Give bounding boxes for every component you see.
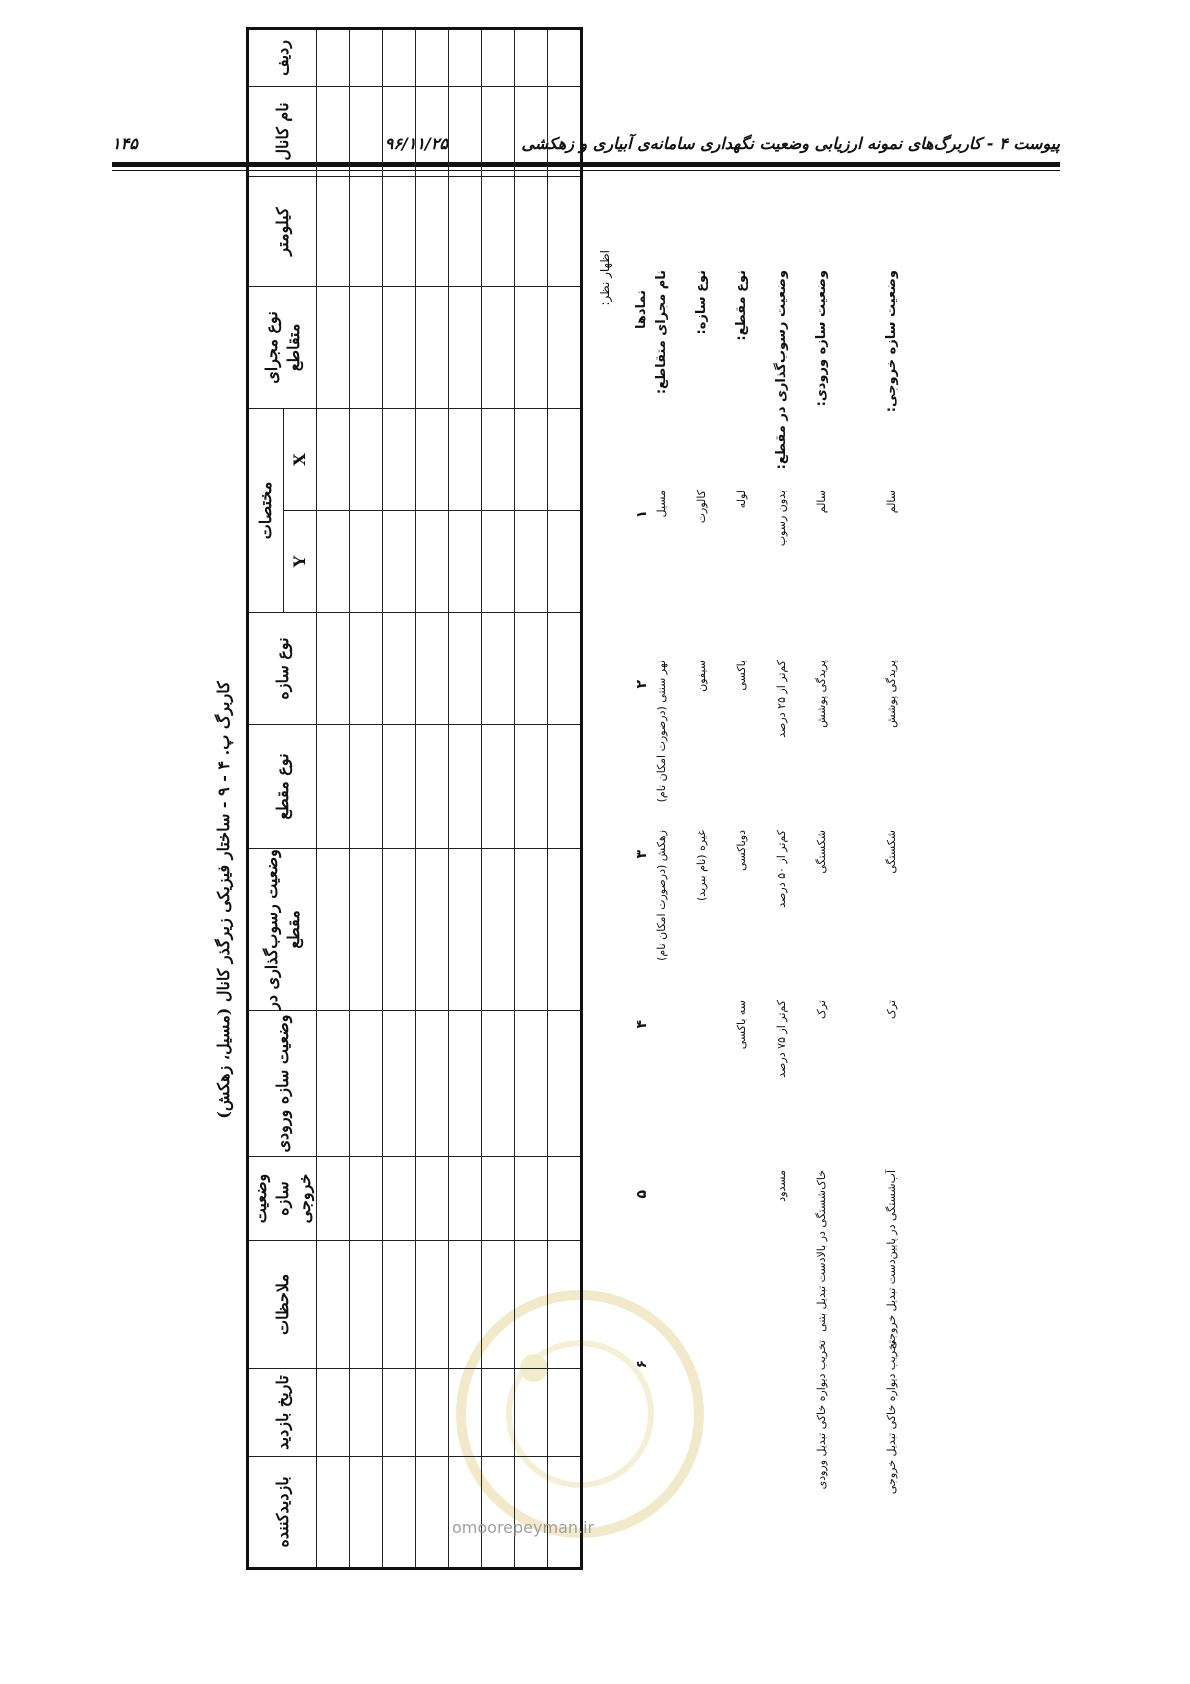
table-cell[interactable] bbox=[317, 176, 350, 286]
table-cell[interactable] bbox=[350, 1457, 383, 1569]
table-cell[interactable] bbox=[350, 1241, 383, 1369]
table-cell[interactable] bbox=[515, 725, 548, 849]
table-cell[interactable] bbox=[482, 613, 515, 725]
symbol-option: بدون رسوب bbox=[775, 490, 788, 547]
symbol-option: باکسی bbox=[735, 660, 748, 691]
table-row bbox=[317, 28, 350, 1568]
symbol-option: ترک bbox=[885, 1000, 898, 1019]
symbol-number: ۵ bbox=[634, 1190, 650, 1199]
table-cell[interactable] bbox=[515, 510, 548, 612]
table-cell[interactable] bbox=[515, 176, 548, 286]
header-date: ۹۶/۱۱/۲۵ bbox=[384, 134, 448, 153]
table-cell[interactable] bbox=[416, 28, 449, 86]
symbol-option: شکستگی bbox=[815, 830, 828, 874]
symbol-option: لوله bbox=[735, 490, 748, 509]
table-cell[interactable] bbox=[350, 510, 383, 612]
header-outlet-condition: وضعیت سازه خروجی bbox=[248, 1157, 317, 1241]
table-cell[interactable] bbox=[416, 1457, 449, 1569]
table-cell[interactable] bbox=[383, 1241, 416, 1369]
table-cell[interactable] bbox=[350, 28, 383, 86]
table-cell[interactable] bbox=[515, 1011, 548, 1157]
table-cell[interactable] bbox=[548, 849, 582, 1011]
table-cell[interactable] bbox=[383, 725, 416, 849]
table-cell[interactable] bbox=[317, 28, 350, 86]
table-cell[interactable] bbox=[383, 613, 416, 725]
table-cell[interactable] bbox=[317, 613, 350, 725]
table-cell[interactable] bbox=[482, 849, 515, 1011]
header-sedimentation: وضعیت رسوب‌گذاری در مقطع bbox=[248, 849, 317, 1011]
table-cell[interactable] bbox=[449, 849, 482, 1011]
table-cell[interactable] bbox=[449, 1011, 482, 1157]
symbol-option: سالم bbox=[815, 490, 828, 514]
table-cell[interactable] bbox=[482, 1157, 515, 1241]
header-crossing-type: نوع مجرای متقاطع bbox=[248, 286, 317, 408]
symbol-category: نوع مقطع: bbox=[734, 270, 749, 341]
table-cell[interactable] bbox=[482, 1241, 515, 1369]
header-section-type: نوع مقطع bbox=[248, 725, 317, 849]
table-cell[interactable] bbox=[416, 1369, 449, 1457]
table-cell[interactable] bbox=[317, 1457, 350, 1569]
symbol-option: مسیل bbox=[655, 490, 668, 518]
table-body bbox=[317, 28, 582, 1568]
table-cell[interactable] bbox=[350, 1011, 383, 1157]
watermark-text: omoorepeyman.ir bbox=[452, 1518, 595, 1537]
table-cell[interactable] bbox=[449, 286, 482, 408]
table-cell[interactable] bbox=[350, 1157, 383, 1241]
table-row bbox=[548, 28, 582, 1568]
table-cell[interactable] bbox=[317, 408, 350, 510]
table-cell[interactable] bbox=[515, 1241, 548, 1369]
symbol-category: نام مجرای متقاطع: bbox=[654, 270, 669, 395]
table-cell[interactable] bbox=[482, 725, 515, 849]
table-cell[interactable] bbox=[416, 510, 449, 612]
symbol-option: پریدگی پوشش bbox=[885, 660, 898, 728]
table-cell[interactable] bbox=[548, 510, 582, 612]
table-cell[interactable] bbox=[383, 849, 416, 1011]
table-cell[interactable] bbox=[548, 1157, 582, 1241]
table-cell[interactable] bbox=[548, 613, 582, 725]
header-inlet-condition: وضعیت سازه ورودی bbox=[248, 1011, 317, 1157]
symbol-option: کم‌تر از ۷۵ درصد bbox=[775, 1000, 788, 1078]
table-cell[interactable] bbox=[350, 1369, 383, 1457]
table-cell[interactable] bbox=[548, 725, 582, 849]
header-coordinates: مختصات bbox=[248, 408, 284, 612]
symbols-legend bbox=[634, 210, 974, 1590]
table-cell[interactable] bbox=[416, 1157, 449, 1241]
table-cell[interactable] bbox=[383, 510, 416, 612]
table-cell[interactable] bbox=[548, 28, 582, 86]
table-cell[interactable] bbox=[317, 510, 350, 612]
symbol-category: وضعیت سازه ورودی: bbox=[814, 270, 829, 407]
header-inspector: بازدیدکننده bbox=[248, 1457, 317, 1569]
table-cell[interactable] bbox=[548, 1241, 582, 1369]
table-cell[interactable] bbox=[383, 286, 416, 408]
table-row bbox=[515, 28, 548, 1568]
table-cell[interactable] bbox=[416, 1011, 449, 1157]
table-cell[interactable] bbox=[383, 408, 416, 510]
symbol-option: کالورت bbox=[695, 490, 708, 524]
table-cell[interactable] bbox=[548, 1369, 582, 1457]
table-cell[interactable] bbox=[482, 408, 515, 510]
symbol-option: کم‌تر از ۲۵ درصد bbox=[775, 660, 788, 738]
table-cell[interactable] bbox=[317, 1157, 350, 1241]
table-cell[interactable] bbox=[482, 28, 515, 86]
table-cell[interactable] bbox=[317, 725, 350, 849]
header-visit-date: تاریخ بازدید bbox=[248, 1369, 317, 1457]
table-cell[interactable] bbox=[515, 613, 548, 725]
table-cell[interactable] bbox=[482, 286, 515, 408]
table-cell[interactable] bbox=[416, 1241, 449, 1369]
symbol-number: ۴ bbox=[634, 1020, 650, 1029]
table-cell[interactable] bbox=[449, 408, 482, 510]
symbol-option: مسدود bbox=[775, 1170, 788, 1202]
table-cell[interactable] bbox=[350, 725, 383, 849]
table-row bbox=[449, 28, 482, 1568]
table-cell[interactable] bbox=[482, 176, 515, 286]
table-cell[interactable] bbox=[482, 86, 515, 176]
opinion-label: اظهار نظر: bbox=[598, 250, 612, 306]
table-cell[interactable] bbox=[548, 286, 582, 408]
table-cell[interactable] bbox=[515, 1369, 548, 1457]
table-cell[interactable] bbox=[449, 176, 482, 286]
symbol-option: شکستگی bbox=[885, 830, 898, 874]
header-coord-y: Y bbox=[284, 510, 317, 612]
table-cell[interactable] bbox=[350, 86, 383, 176]
table-cell[interactable] bbox=[548, 176, 582, 286]
table-cell[interactable] bbox=[350, 176, 383, 286]
symbol-category: وضعیت رسوب‌گذاری در مقطع: bbox=[774, 270, 789, 470]
table-cell[interactable] bbox=[515, 28, 548, 86]
symbol-category: نوع سازه: bbox=[694, 270, 709, 335]
header-row-number: ردیف bbox=[248, 28, 317, 86]
table-cell[interactable] bbox=[515, 408, 548, 510]
table-cell[interactable] bbox=[416, 408, 449, 510]
table-cell[interactable] bbox=[515, 849, 548, 1011]
symbol-option: سالم bbox=[885, 490, 898, 514]
table-cell[interactable] bbox=[515, 1157, 548, 1241]
table-cell[interactable] bbox=[350, 613, 383, 725]
header-kilometer: کیلومتر bbox=[248, 176, 317, 286]
table-cell[interactable] bbox=[515, 286, 548, 408]
table-cell[interactable] bbox=[482, 1369, 515, 1457]
header-coord-x: X bbox=[284, 408, 317, 510]
table-cell[interactable] bbox=[350, 849, 383, 1011]
table-cell[interactable] bbox=[482, 1457, 515, 1569]
table-cell[interactable] bbox=[416, 286, 449, 408]
table-cell[interactable] bbox=[416, 86, 449, 176]
symbol-number: ۳ bbox=[634, 850, 650, 859]
symbol-option: نهر سنتی (درصورت امکان نام) bbox=[655, 660, 668, 803]
table-cell[interactable] bbox=[548, 86, 582, 176]
symbol-number: ۶ bbox=[634, 1360, 650, 1369]
table-cell[interactable] bbox=[317, 1369, 350, 1457]
table-cell[interactable] bbox=[317, 1011, 350, 1157]
table-cell[interactable] bbox=[515, 1457, 548, 1569]
symbol-option: سیفون bbox=[695, 660, 708, 692]
symbol-option: کم‌تر از ۵۰ درصد bbox=[775, 830, 788, 908]
page-number: ۱۴۵ bbox=[112, 134, 138, 153]
table-cell[interactable] bbox=[416, 613, 449, 725]
table-cell[interactable] bbox=[548, 1457, 582, 1569]
table-cell[interactable] bbox=[383, 28, 416, 86]
table-cell[interactable] bbox=[449, 1241, 482, 1369]
table-cell[interactable] bbox=[449, 1457, 482, 1569]
table-row bbox=[350, 28, 383, 1568]
table-cell[interactable] bbox=[449, 725, 482, 849]
header-title: پیوست ۴ - کاربرگ‌های نمونه ارزیابی وضعیت نگهداری سامانه‌ی آبیاری و زهکشی bbox=[521, 134, 1060, 153]
table-cell[interactable] bbox=[383, 86, 416, 176]
table-cell[interactable] bbox=[383, 1157, 416, 1241]
table-cell[interactable] bbox=[449, 510, 482, 612]
table-cell[interactable] bbox=[416, 849, 449, 1011]
table-cell[interactable] bbox=[416, 725, 449, 849]
symbol-option: آب‌شستگی در پایین‌دست تبدیل خروجی bbox=[885, 1170, 898, 1349]
symbols-title: نمادها bbox=[634, 290, 649, 330]
symbol-option: زهکش (درصورت امکان نام) bbox=[655, 830, 668, 961]
table-cell[interactable] bbox=[449, 28, 482, 86]
table-cell[interactable] bbox=[449, 1369, 482, 1457]
sheet-title: کاربرگ پ. ۴ - ۹ - ساختار فیزیکی زیرگذر کانال (مسیل، زهکش) bbox=[214, 681, 233, 1119]
table-row bbox=[383, 28, 416, 1568]
header-structure-type: نوع سازه bbox=[248, 613, 317, 725]
table-cell[interactable] bbox=[548, 408, 582, 510]
header-channel-name: نام کانال bbox=[248, 86, 317, 176]
table-cell[interactable] bbox=[350, 408, 383, 510]
table-cell[interactable] bbox=[482, 510, 515, 612]
table-row bbox=[482, 28, 515, 1568]
table-cell[interactable] bbox=[350, 286, 383, 408]
table-cell[interactable] bbox=[383, 1369, 416, 1457]
table-cell[interactable] bbox=[383, 176, 416, 286]
symbol-option: پریدگی پوشش bbox=[815, 660, 828, 728]
table-cell[interactable] bbox=[383, 1011, 416, 1157]
table-cell[interactable] bbox=[317, 849, 350, 1011]
table-cell[interactable] bbox=[449, 1157, 482, 1241]
table-cell[interactable] bbox=[449, 613, 482, 725]
table-row bbox=[416, 28, 449, 1568]
table-cell[interactable] bbox=[383, 1457, 416, 1569]
symbol-option: تخریب دیواره خاکی تبدیل ورودی bbox=[815, 1340, 828, 1490]
symbol-number: ۲ bbox=[634, 680, 650, 689]
table-cell[interactable] bbox=[548, 1011, 582, 1157]
symbol-option: خاک‌شستگی در بالادست تبدیل بتنی bbox=[815, 1170, 828, 1332]
table-cell[interactable] bbox=[482, 1011, 515, 1157]
header-remarks: ملاحظات bbox=[248, 1241, 317, 1369]
table-cell[interactable] bbox=[317, 1241, 350, 1369]
table-cell[interactable] bbox=[515, 86, 548, 176]
symbol-number: ۱ bbox=[634, 510, 650, 519]
symbol-option: دوباکسی bbox=[735, 830, 748, 871]
survey-table bbox=[246, 27, 583, 1570]
symbol-option: ترک bbox=[815, 1000, 828, 1019]
symbol-option: تخریب دیواره خاکی تبدیل خروجی bbox=[885, 1340, 898, 1495]
table-cell[interactable] bbox=[416, 176, 449, 286]
symbol-category: وضعیت سازه خروجی: bbox=[884, 270, 899, 413]
symbol-option: سه باکسی bbox=[735, 1000, 748, 1050]
symbol-option: غیره (نام ببرید) bbox=[695, 830, 708, 901]
table-cell[interactable] bbox=[449, 86, 482, 176]
table-cell[interactable] bbox=[317, 286, 350, 408]
table-cell[interactable] bbox=[317, 86, 350, 176]
